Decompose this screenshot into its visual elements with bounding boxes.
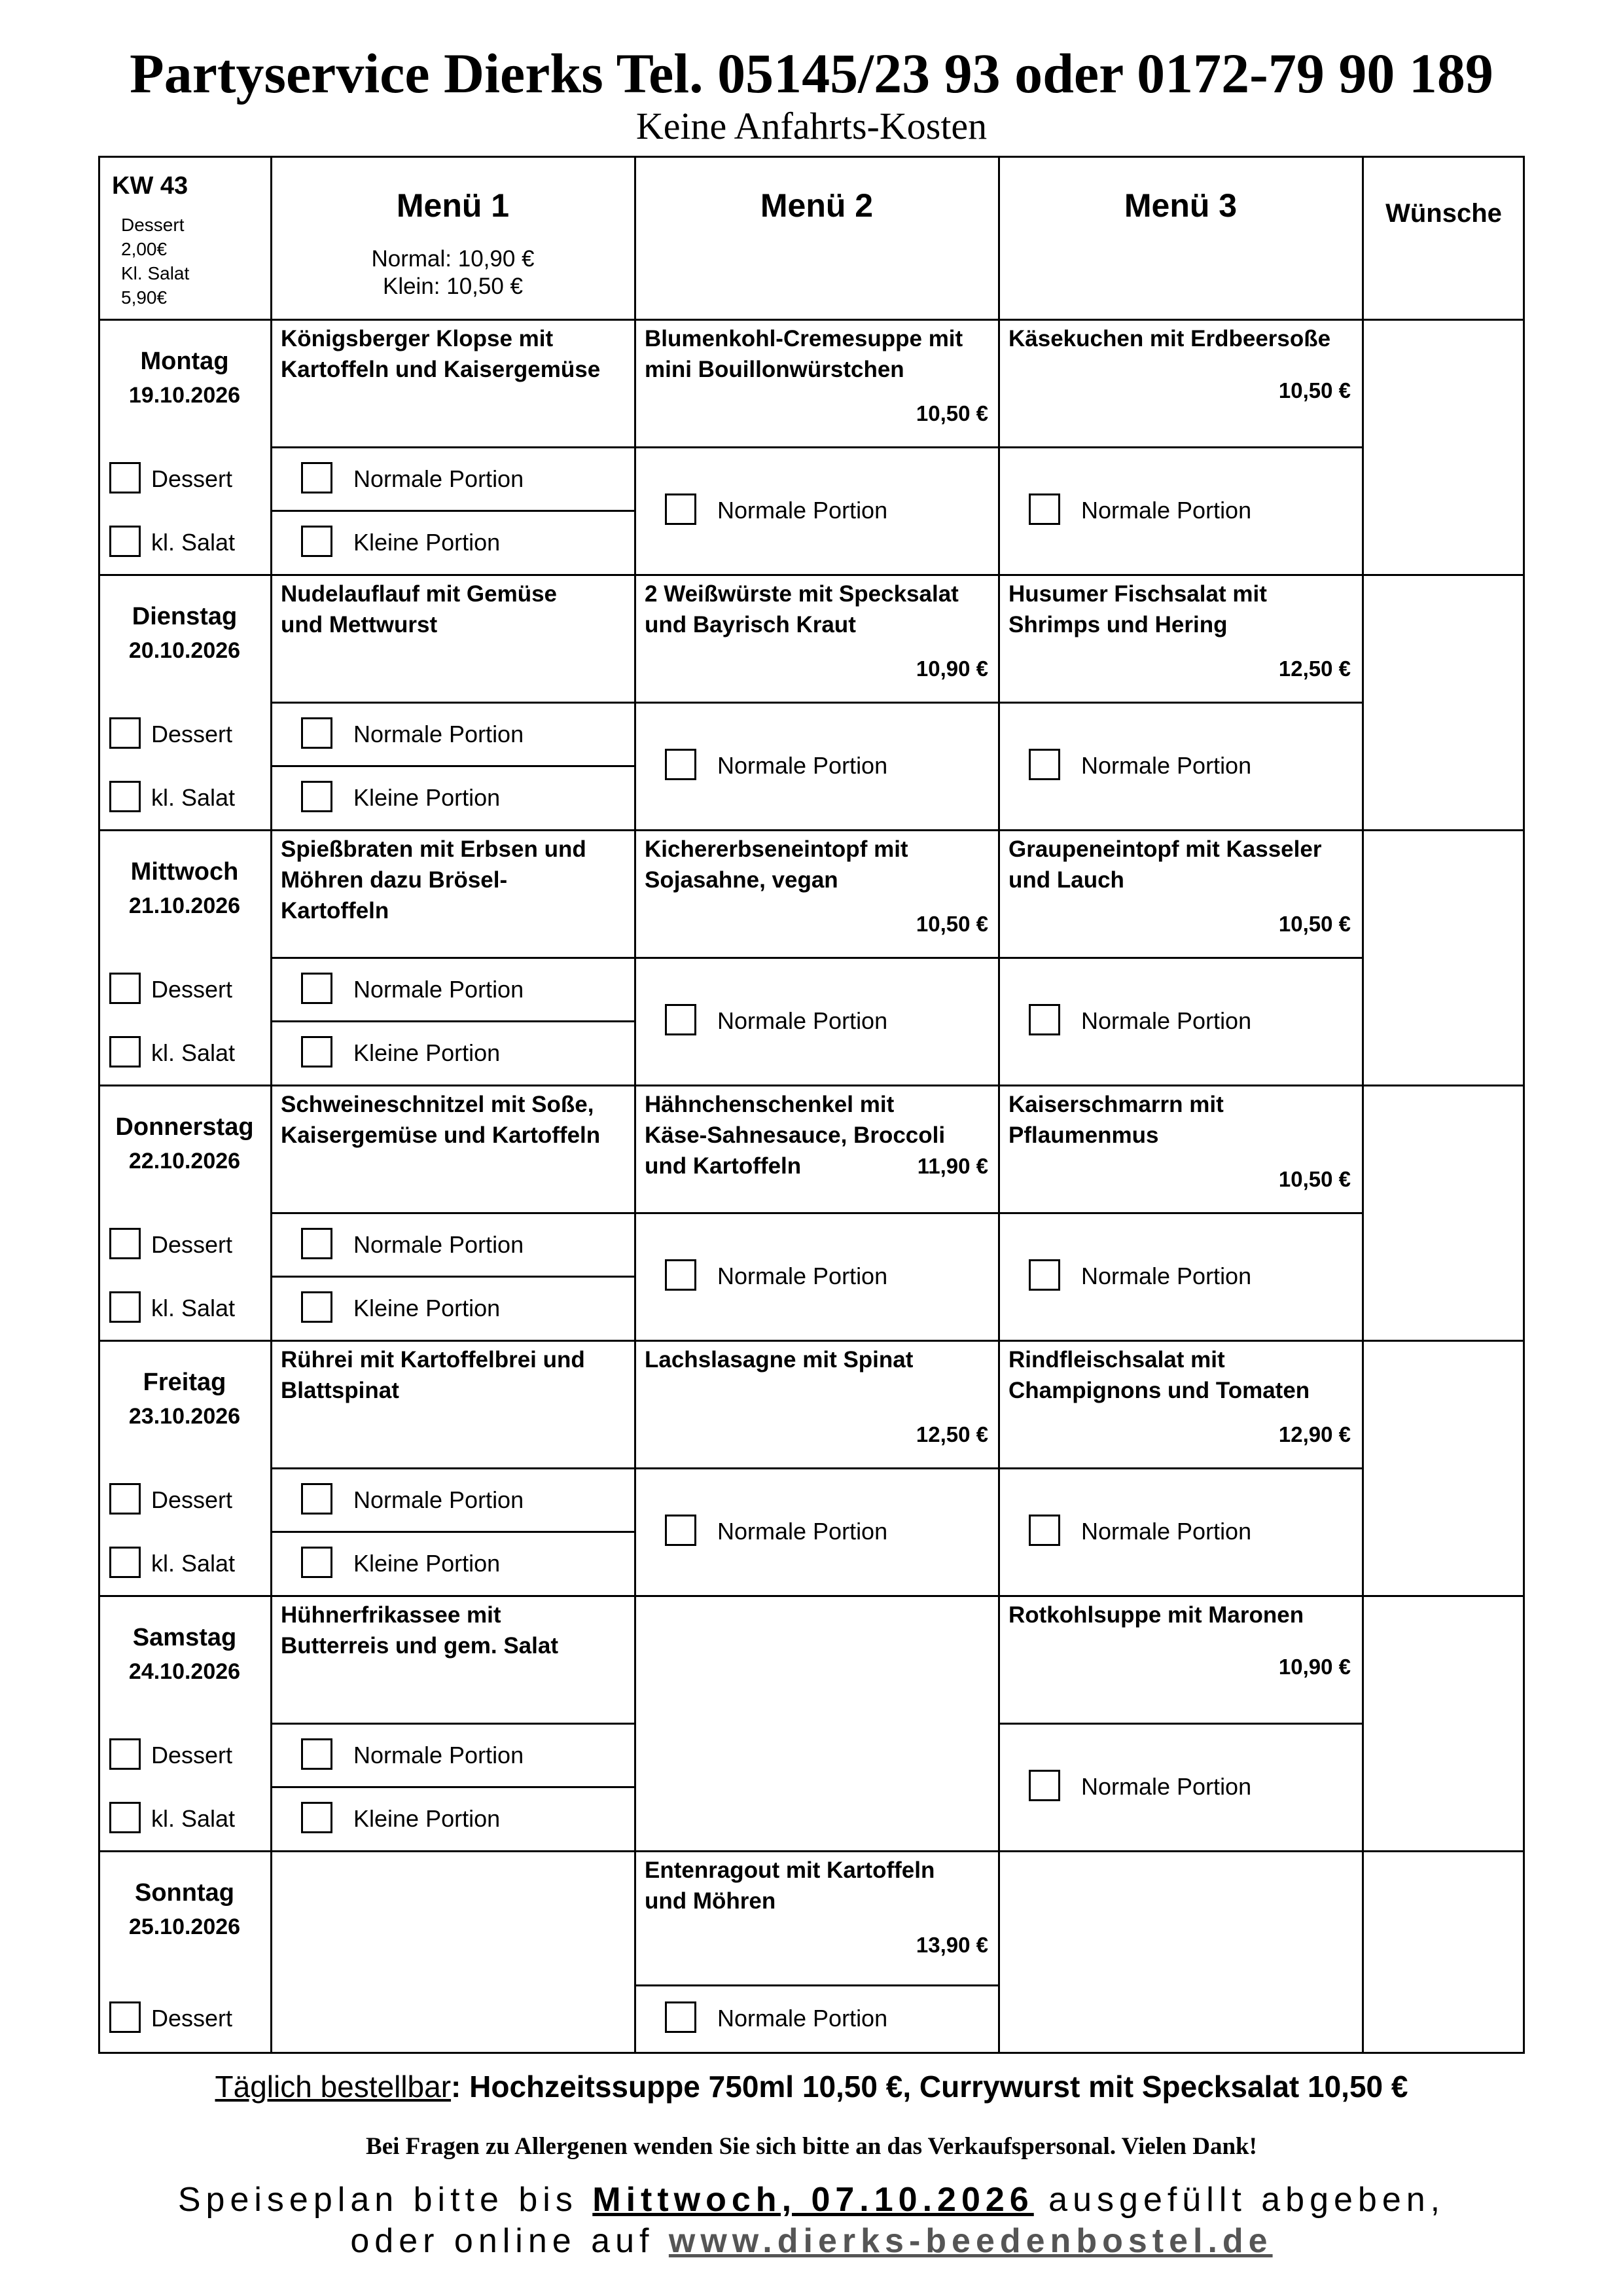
menu2-dish-line: und Möhren	[645, 1888, 776, 1914]
menu1-dish-line: Rührei mit Kartoffelbrei und	[281, 1347, 585, 1372]
menu3-dish-line: Husumer Fischsalat mit	[1008, 581, 1267, 607]
menu2-portion-divider	[635, 446, 999, 448]
menu3-dish-line: und Lauch	[1008, 867, 1124, 893]
day-name: Sonntag	[135, 1879, 234, 1907]
menu3-portion-divider	[999, 446, 1363, 448]
menu2-price: 10,90 €	[916, 656, 988, 681]
day-name: Donnerstag	[115, 1113, 254, 1141]
salat-label: kl. Salat	[151, 1805, 236, 1832]
menu2-dish-line: und Bayrisch Kraut	[645, 612, 856, 637]
menu1-price-klein: Klein: 10,50 €	[382, 274, 524, 299]
menu3-normal-checkbox[interactable]	[1029, 1515, 1060, 1546]
column-divider-3	[998, 158, 1000, 2052]
menu1-portion-divider	[271, 1467, 635, 1469]
menu1-dish-line: Blattspinat	[281, 1378, 399, 1403]
menu1-portion-split	[271, 1276, 635, 1278]
kw-label: KW 43	[112, 172, 188, 200]
row-divider	[100, 1595, 1525, 1597]
menu3-price: 10,90 €	[1278, 1655, 1351, 1679]
menu1-portion-split	[271, 765, 635, 767]
day-name: Montag	[140, 348, 229, 375]
menu2-portion-divider	[635, 1984, 999, 1986]
menu1-portion-divider	[271, 957, 635, 959]
salat-checkbox[interactable]	[109, 526, 141, 557]
salat-checkbox[interactable]	[109, 1802, 141, 1833]
menu2-price: 13,90 €	[916, 1933, 988, 1957]
menu1-portion-split	[271, 510, 635, 512]
menu1-portion-split	[271, 1020, 635, 1022]
menu1-dish-line: Kartoffeln	[281, 898, 389, 924]
menu2-dish-line: Sojasahne, vegan	[645, 867, 838, 893]
menu3-portion-divider	[999, 702, 1363, 704]
menu1-portion-divider	[271, 1212, 635, 1214]
menu3-price: 10,50 €	[1278, 378, 1351, 403]
menu2-normal-checkbox[interactable]	[665, 1515, 696, 1546]
page-subtitle: Keine Anfahrts-Kosten	[635, 105, 988, 147]
menu2-dish-line: Blumenkohl-Cremesuppe mit	[645, 326, 963, 351]
daily-offer	[0, 2068, 1623, 2105]
day-name: Samstag	[132, 1624, 237, 1651]
menu3-dish-line: Champignons und Tomaten	[1008, 1378, 1310, 1403]
menu3-header: Menü 3	[1124, 187, 1238, 224]
menu1-klein-checkbox[interactable]	[301, 1036, 332, 1067]
dessert-checkbox[interactable]	[109, 462, 141, 493]
dessert-label: Dessert	[151, 1486, 233, 1513]
menu1-normal-checkbox[interactable]	[301, 1483, 332, 1515]
menu1-klein-label: Kleine Portion	[353, 1805, 501, 1832]
column-divider-2	[634, 158, 636, 2052]
menu3-normal-label: Normale Portion	[1081, 1263, 1252, 1289]
menu1-dish-line: Spießbraten mit Erbsen und	[281, 836, 586, 862]
kw-note-salat: Kl. Salat	[121, 263, 190, 283]
menu1-dish-line: und Mettwurst	[281, 612, 438, 637]
menu3-normal-checkbox[interactable]	[1029, 1259, 1060, 1291]
menu3-dish-line: Pflaumenmus	[1008, 1122, 1159, 1148]
header-divider	[100, 319, 1525, 321]
menu3-dish-line: Graupeneintopf mit Kasseler	[1008, 836, 1322, 862]
menu2-dish-line: Hähnchenschenkel mit	[645, 1092, 895, 1117]
deadline-date: Mittwoch, 07.10.2026	[592, 2181, 1034, 2219]
kw-note-dessert-price: 2,00€	[121, 239, 168, 259]
dessert-checkbox[interactable]	[109, 1483, 141, 1515]
page-title: Partyservice Dierks Tel. 05145/23 93 oder 0172-79 90 189	[130, 42, 1493, 105]
menu2-price: 11,90 €	[917, 1154, 988, 1178]
salat-label: kl. Salat	[151, 1295, 236, 1321]
kw-note-dessert: Dessert	[121, 215, 185, 235]
menu2-dish-line: Kichererbseneintopf mit	[645, 836, 908, 862]
menu3-dish-line: Shrimps und Hering	[1008, 612, 1228, 637]
deadline-post: ausgefüllt abgeben,	[1033, 2181, 1446, 2219]
day-date: 21.10.2026	[128, 893, 241, 918]
online-note	[0, 2221, 1623, 2261]
menu1-normal-checkbox[interactable]	[301, 1228, 332, 1259]
menu2-price: 12,50 €	[916, 1422, 988, 1446]
menu1-klein-checkbox[interactable]	[301, 781, 332, 812]
menu3-normal-label: Normale Portion	[1081, 1007, 1252, 1034]
menu2-normal-label: Normale Portion	[717, 1263, 888, 1289]
menu1-dish-line: Butterreis und gem. Salat	[281, 1633, 558, 1659]
menu3-dish-line: Käsekuchen mit Erdbeersoße	[1008, 326, 1331, 351]
menu2-normal-label: Normale Portion	[717, 1007, 888, 1034]
menu3-dish-line: Kaiserschmarrn mit	[1008, 1092, 1224, 1117]
row-divider	[100, 1850, 1525, 1852]
menu1-dish-line: Möhren dazu Brösel-	[281, 867, 508, 893]
deadline-note	[0, 2179, 1623, 2220]
salat-checkbox[interactable]	[109, 1547, 141, 1578]
menu1-klein-checkbox[interactable]	[301, 1802, 332, 1833]
salat-checkbox[interactable]	[109, 781, 141, 812]
day-date: 25.10.2026	[128, 1914, 241, 1939]
salat-label: kl. Salat	[151, 784, 236, 811]
menu3-normal-label: Normale Portion	[1081, 752, 1252, 779]
website-link[interactable]: www.dierks-beedenbostel.de	[668, 2222, 1273, 2260]
menu3-portion-divider	[999, 1723, 1363, 1725]
salat-checkbox[interactable]	[109, 1291, 141, 1323]
menu1-normal-label: Normale Portion	[353, 976, 524, 1003]
menu1-klein-label: Kleine Portion	[353, 529, 501, 556]
column-divider-4	[1362, 158, 1364, 2052]
menu3-portion-divider	[999, 1212, 1363, 1214]
menu3-normal-checkbox[interactable]	[1029, 1770, 1060, 1801]
menu3-normal-label: Normale Portion	[1081, 497, 1252, 524]
menu1-normal-label: Normale Portion	[353, 465, 524, 492]
menu2-portion-divider	[635, 1212, 999, 1214]
menu3-normal-checkbox[interactable]	[1029, 493, 1060, 525]
salat-label: kl. Salat	[151, 529, 236, 556]
salat-label: kl. Salat	[151, 1039, 236, 1066]
menu2-header: Menü 2	[760, 187, 874, 224]
kw-note-salat-price: 5,90€	[121, 287, 168, 308]
dessert-checkbox[interactable]	[109, 717, 141, 749]
menu2-normal-checkbox[interactable]	[665, 2001, 696, 2033]
salat-label: kl. Salat	[151, 1550, 236, 1577]
menu1-portion-split	[271, 1531, 635, 1533]
day-name: Mittwoch	[130, 858, 239, 886]
day-name: Freitag	[143, 1369, 226, 1396]
dessert-checkbox[interactable]	[109, 973, 141, 1004]
menu2-portion-divider	[635, 702, 999, 704]
dessert-checkbox[interactable]	[109, 1228, 141, 1259]
dessert-checkbox[interactable]	[109, 2001, 141, 2033]
menu3-normal-checkbox[interactable]	[1029, 749, 1060, 780]
menu3-normal-label: Normale Portion	[1081, 1773, 1252, 1800]
menu1-portion-divider	[271, 702, 635, 704]
dessert-label: Dessert	[151, 1231, 233, 1258]
menu1-portion-divider	[271, 1723, 635, 1725]
menu1-klein-checkbox[interactable]	[301, 1291, 332, 1323]
allergen-note: Bei Fragen zu Allergenen wenden Sie sich bitte an das Verkaufspersonal. Vielen Dank!	[366, 2133, 1257, 2160]
daily-offer-label: Täglich bestellbar	[215, 2070, 452, 2104]
menu3-portion-divider	[999, 1467, 1363, 1469]
day-name: Dienstag	[132, 603, 238, 630]
menu2-normal-checkbox[interactable]	[665, 749, 696, 780]
menu2-price: 10,50 €	[916, 912, 988, 936]
menu1-normal-checkbox[interactable]	[301, 717, 332, 749]
menu3-dish-line: Rotkohlsuppe mit Maronen	[1008, 1602, 1304, 1628]
day-date: 19.10.2026	[128, 383, 241, 408]
online-pre: oder online auf	[350, 2222, 669, 2260]
salat-checkbox[interactable]	[109, 1036, 141, 1067]
menu-table	[98, 156, 1525, 2054]
menu1-dish-line: Nudelauflauf mit Gemüse	[281, 581, 558, 607]
menu2-normal-label: Normale Portion	[717, 752, 888, 779]
day-date: 24.10.2026	[128, 1659, 241, 1684]
row-divider	[100, 574, 1525, 576]
menu1-dish-line: Kartoffeln und Kaisergemüse	[281, 357, 601, 382]
menu2-normal-label: Normale Portion	[717, 497, 888, 524]
day-date: 23.10.2026	[128, 1404, 241, 1429]
menu2-normal-label: Normale Portion	[717, 2005, 888, 2032]
menu3-price: 12,50 €	[1278, 656, 1351, 681]
menu3-portion-divider	[999, 957, 1363, 959]
menu1-dish-line: Kaisergemüse und Kartoffeln	[281, 1122, 601, 1148]
menu1-price-normal: Normal: 10,90 €	[371, 246, 535, 272]
menu1-normal-label: Normale Portion	[353, 1231, 524, 1258]
menu2-dish-line: Käse-Sahnesauce, Broccoli	[645, 1122, 946, 1148]
dessert-label: Dessert	[151, 465, 233, 492]
row-divider	[100, 829, 1525, 831]
row-divider	[100, 1085, 1525, 1086]
menu3-normal-checkbox[interactable]	[1029, 1004, 1060, 1035]
dessert-label: Dessert	[151, 721, 233, 747]
menu1-dish-line: Königsberger Klopse mit	[281, 326, 554, 351]
menu1-klein-checkbox[interactable]	[301, 526, 332, 557]
menu1-klein-label: Kleine Portion	[353, 1039, 501, 1066]
menu1-normal-label: Normale Portion	[353, 1486, 524, 1513]
menu1-normal-checkbox[interactable]	[301, 973, 332, 1004]
menu2-portion-divider	[635, 1467, 999, 1469]
menu2-normal-checkbox[interactable]	[665, 493, 696, 525]
menu2-dish-line: mini Bouillonwürstchen	[645, 357, 904, 382]
daily-offer-items: : Hochzeitssuppe 750ml 10,50 €, Currywurst mit Specksalat 10,50 €	[451, 2070, 1408, 2104]
wishes-header: Wünsche	[1385, 199, 1502, 228]
menu1-klein-label: Kleine Portion	[353, 784, 501, 811]
menu1-klein-label: Kleine Portion	[353, 1295, 501, 1321]
menu2-price: 10,50 €	[916, 401, 988, 425]
menu1-portion-divider	[271, 446, 635, 448]
menu1-portion-split	[271, 1786, 635, 1788]
menu3-dish-line: Rindfleischsalat mit	[1008, 1347, 1225, 1372]
menu2-dish-line: und Kartoffeln	[645, 1153, 802, 1179]
menu3-price: 12,90 €	[1278, 1422, 1351, 1446]
dessert-checkbox[interactable]	[109, 1738, 141, 1770]
menu1-normal-label: Normale Portion	[353, 1742, 524, 1768]
menu1-normal-checkbox[interactable]	[301, 462, 332, 493]
menu1-klein-label: Kleine Portion	[353, 1550, 501, 1577]
day-date: 22.10.2026	[128, 1149, 241, 1174]
deadline-pre: Speiseplan bitte bis	[177, 2181, 593, 2219]
menu2-normal-label: Normale Portion	[717, 1518, 888, 1545]
menu1-dish-line: Hühnerfrikassee mit	[281, 1602, 501, 1628]
dessert-label: Dessert	[151, 1742, 233, 1768]
menu1-klein-checkbox[interactable]	[301, 1547, 332, 1578]
menu1-normal-label: Normale Portion	[353, 721, 524, 747]
menu2-dish-line: Entenragout mit Kartoffeln	[645, 1857, 935, 1883]
dessert-label: Dessert	[151, 976, 233, 1003]
row-divider	[100, 1340, 1525, 1342]
menu2-portion-divider	[635, 957, 999, 959]
menu3-price: 10,50 €	[1278, 912, 1351, 936]
menu1-header: Menü 1	[396, 187, 510, 224]
menu2-dish-line: 2 Weißwürste mit Specksalat	[645, 581, 959, 607]
menu3-price: 10,50 €	[1278, 1167, 1351, 1191]
menu2-normal-checkbox[interactable]	[665, 1259, 696, 1291]
menu3-normal-label: Normale Portion	[1081, 1518, 1252, 1545]
menu2-dish-line: Lachslasagne mit Spinat	[645, 1347, 914, 1372]
menu1-dish-line: Schweineschnitzel mit Soße,	[281, 1092, 594, 1117]
menu2-normal-checkbox[interactable]	[665, 1004, 696, 1035]
day-date: 20.10.2026	[128, 638, 241, 663]
dessert-label: Dessert	[151, 2005, 233, 2032]
menu1-normal-checkbox[interactable]	[301, 1738, 332, 1770]
column-divider-1	[270, 158, 272, 2052]
